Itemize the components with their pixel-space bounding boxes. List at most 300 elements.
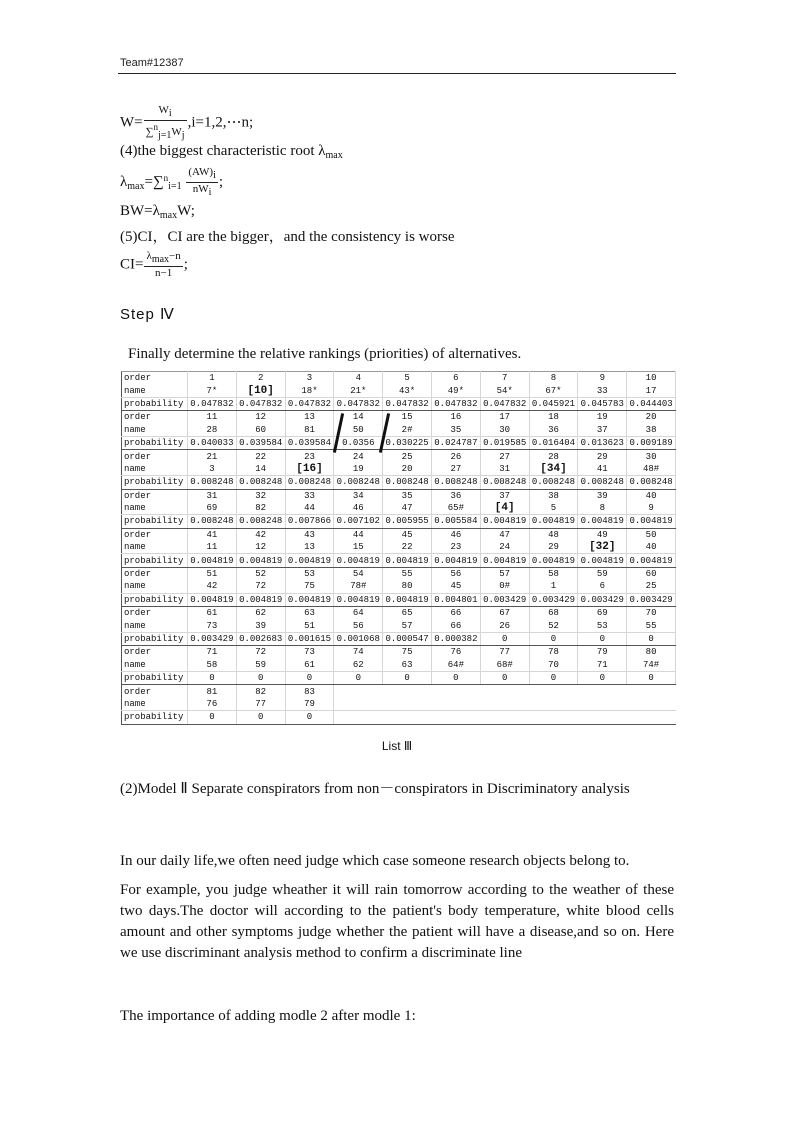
table-row [122, 671, 676, 684]
table-cell: 0.0356 [334, 436, 383, 449]
table-cell: 24 [480, 541, 529, 554]
table-cell: 8 [578, 502, 627, 515]
table-cell: 61 [188, 607, 237, 620]
table-cell: 0.008248 [236, 476, 285, 489]
table-row [122, 463, 676, 476]
table-cell: 47 [480, 528, 529, 541]
eq4-tail: ; [183, 256, 188, 273]
table-cell: 22 [236, 450, 285, 463]
eq1-num: W [158, 104, 169, 116]
table-cell: 48# [627, 463, 676, 476]
row-label: name [122, 384, 188, 397]
row-label: probability [122, 632, 188, 645]
table-cell: 23 [285, 450, 334, 463]
table-cell: 0.005955 [383, 515, 432, 528]
table-cell: 30 [627, 450, 676, 463]
paragraph-importance: The importance of adding modle 2 after modle 1: [120, 1008, 416, 1024]
table-cell: 82 [236, 502, 285, 515]
table-cell: 60 [627, 567, 676, 580]
running-header: Team#12387 [120, 57, 184, 69]
table-cell: 4 [334, 372, 383, 385]
table-cell: 0.004819 [383, 593, 432, 606]
step4-heading-sub: max [325, 150, 343, 161]
eq4-num: λ [146, 250, 152, 262]
table-cell: 41 [188, 528, 237, 541]
table-caption: List Ⅲ [381, 739, 413, 753]
table-cell: 0 [480, 632, 529, 645]
table-cell: 69 [578, 607, 627, 620]
eq1-fraction [144, 104, 187, 142]
table-row [122, 711, 676, 724]
table-cell: 70 [627, 607, 676, 620]
table-cell: 12 [236, 541, 285, 554]
table-cell: 76 [431, 646, 480, 659]
table-cell: 68# [480, 659, 529, 672]
eq1-den-sup: n [153, 122, 158, 132]
table-cell: 0.004819 [236, 554, 285, 567]
table-cell: 9 [627, 502, 676, 515]
table-cell: 0 [627, 632, 676, 645]
table-cell: 0.003429 [480, 593, 529, 606]
table-cell: 34 [334, 489, 383, 502]
eq2-num-sub: i [213, 170, 216, 181]
row-label: name [122, 619, 188, 632]
table-cell: 43* [383, 384, 432, 397]
empty-cell [627, 698, 676, 711]
table-cell: 0.045783 [578, 397, 627, 410]
table-cell: 51 [285, 619, 334, 632]
table-cell: 16 [431, 411, 480, 424]
table-cell: 57 [383, 619, 432, 632]
table-cell: 0.004801 [431, 593, 480, 606]
priority-table-body [122, 372, 676, 725]
table-cell: 41 [578, 463, 627, 476]
table-cell: 59 [578, 567, 627, 580]
table-row [122, 476, 676, 489]
table-cell: 0.003429 [627, 593, 676, 606]
table-cell: 59 [236, 659, 285, 672]
table-cell: 26 [431, 450, 480, 463]
lambda-max-equation [120, 166, 223, 199]
table-cell: 0.004819 [334, 593, 383, 606]
table-cell: [32] [578, 541, 627, 554]
step4-heading-text: (4)the biggest characteristic root λ [120, 143, 326, 159]
row-label: order [122, 646, 188, 659]
table-cell: 66 [431, 619, 480, 632]
eq2-den-sub: i [208, 187, 212, 198]
table-cell: 80 [627, 646, 676, 659]
table-cell: 5 [383, 372, 432, 385]
empty-cell [480, 711, 529, 724]
table-cell: 28 [188, 424, 237, 437]
table-cell: 74 [334, 646, 383, 659]
table-cell: 73 [285, 646, 334, 659]
table-cell: 9 [578, 372, 627, 385]
table-cell: 0.047832 [480, 397, 529, 410]
table-cell: 6 [431, 372, 480, 385]
row-label: probability [122, 593, 188, 606]
table-cell: 0 [431, 671, 480, 684]
table-cell: 0.004819 [188, 554, 237, 567]
table-cell: 45 [431, 580, 480, 593]
table-cell: 7 [480, 372, 529, 385]
table-cell: 31 [188, 489, 237, 502]
table-cell: 0 [627, 671, 676, 684]
table-cell: 2# [383, 424, 432, 437]
eq2-eq: =∑ [144, 173, 164, 190]
table-cell: 47 [383, 502, 432, 515]
eq2-sum-sup: n [163, 172, 169, 183]
table-cell: 36 [431, 489, 480, 502]
eq1-rhs: ,i=1,2,⋯n; [187, 114, 254, 131]
table-cell: 0.004819 [627, 554, 676, 567]
table-cell: 0.003429 [578, 593, 627, 606]
empty-cell [578, 711, 627, 724]
table-cell: 63 [383, 659, 432, 672]
table-cell: 0.008248 [188, 476, 237, 489]
table-cell: 0.047832 [431, 397, 480, 410]
table-cell: 0.008248 [431, 476, 480, 489]
empty-cell [627, 685, 676, 698]
empty-cell [480, 685, 529, 698]
table-cell: 57 [480, 567, 529, 580]
table-cell: 0.003429 [529, 593, 578, 606]
table-cell: 0.008248 [578, 476, 627, 489]
table-cell: 55 [627, 619, 676, 632]
eq2-num: (AW) [188, 166, 214, 178]
table-cell: 82 [236, 685, 285, 698]
table-cell: 52 [529, 619, 578, 632]
table-cell: 0 [578, 632, 627, 645]
row-label: name [122, 580, 188, 593]
table-cell: 17 [627, 384, 676, 397]
table-cell: 56 [334, 619, 383, 632]
table-row [122, 489, 676, 502]
table-cell: 49 [578, 528, 627, 541]
priority-table [121, 371, 676, 725]
table-cell: 67 [480, 607, 529, 620]
empty-cell [431, 685, 480, 698]
table-cell: 1 [188, 372, 237, 385]
table-row [122, 554, 676, 567]
table-row [122, 632, 676, 645]
table-cell: 55 [383, 567, 432, 580]
table-cell: 76 [188, 698, 237, 711]
table-cell: 17 [480, 411, 529, 424]
table-cell: 13 [285, 411, 334, 424]
table-cell: 37 [480, 489, 529, 502]
table-cell: 0.001615 [285, 632, 334, 645]
table-cell: 23 [431, 541, 480, 554]
table-row [122, 424, 676, 437]
table-cell: 53 [285, 567, 334, 580]
table-cell: 18 [529, 411, 578, 424]
table-cell: 58 [188, 659, 237, 672]
table-cell: 3 [188, 463, 237, 476]
empty-cell [334, 698, 383, 711]
table-cell: 0.000547 [383, 632, 432, 645]
eq2-lhs-sub: max [127, 180, 145, 192]
eq2-tail: ; [218, 173, 224, 190]
table-cell: 78 [529, 646, 578, 659]
table-cell: 62 [334, 659, 383, 672]
table-row [122, 528, 676, 541]
table-cell: 5 [529, 502, 578, 515]
table-cell: 20 [627, 411, 676, 424]
table-cell: 0.004819 [480, 515, 529, 528]
table-cell: 81 [188, 685, 237, 698]
table-cell: 54 [334, 567, 383, 580]
table-cell: 0.004819 [188, 593, 237, 606]
table-cell: 75 [285, 580, 334, 593]
table-cell: 0.008248 [236, 515, 285, 528]
table-row [122, 411, 676, 424]
table-cell: 50 [334, 424, 383, 437]
table-cell: 21 [188, 450, 237, 463]
table-cell: 13 [285, 541, 334, 554]
table-cell: 54* [480, 384, 529, 397]
table-cell: 56 [431, 567, 480, 580]
table-cell: 25 [627, 580, 676, 593]
row-label: probability [122, 554, 188, 567]
step4-heading [120, 143, 343, 161]
table-cell: 0.047832 [285, 397, 334, 410]
table-cell: 0 [188, 671, 237, 684]
table-cell: 15 [383, 411, 432, 424]
eq1-den-w: W [171, 126, 182, 138]
row-label: probability [122, 671, 188, 684]
table-cell: 40 [627, 489, 676, 502]
table-cell: 22 [383, 541, 432, 554]
table-cell: 79 [578, 646, 627, 659]
table-cell: 0.004819 [480, 554, 529, 567]
table-cell: 65# [431, 502, 480, 515]
table-cell: [16] [285, 463, 334, 476]
table-cell: 19 [578, 411, 627, 424]
table-cell: 38 [529, 489, 578, 502]
table-cell: 78# [334, 580, 383, 593]
eq2-den: nW [192, 183, 209, 195]
row-label: name [122, 698, 188, 711]
table-cell: 29 [578, 450, 627, 463]
table-row [122, 502, 676, 515]
row-label: order [122, 411, 188, 424]
table-cell: 30 [480, 424, 529, 437]
table-cell: 6 [578, 580, 627, 593]
table-cell: 69 [188, 502, 237, 515]
step5-heading: (5)CI，CI are the bigger，and the consistency is worse [120, 229, 455, 245]
table-cell: 65 [383, 607, 432, 620]
eq1-den-sub: j=1 [157, 130, 172, 141]
table-cell: 0.004819 [578, 554, 627, 567]
eq2-lhs: λ [120, 173, 128, 190]
table-cell: 62 [236, 607, 285, 620]
table-cell: 0.008248 [627, 476, 676, 489]
table-row [122, 659, 676, 672]
table-cell: 67* [529, 384, 578, 397]
table-cell: 0.008248 [188, 515, 237, 528]
table-cell: 0.013623 [578, 436, 627, 449]
table-cell: 18* [285, 384, 334, 397]
table-cell: 0 [480, 671, 529, 684]
empty-cell [431, 711, 480, 724]
table-cell: 0.004819 [627, 515, 676, 528]
eq3-sub: max [159, 210, 178, 221]
table-cell: 24 [334, 450, 383, 463]
table-cell: 38 [627, 424, 676, 437]
table-cell: 0.004819 [334, 554, 383, 567]
eq4-num-tail: −n [169, 250, 181, 262]
header-rule [118, 73, 676, 74]
table-cell: 0.047832 [236, 397, 285, 410]
table-cell: 74# [627, 659, 676, 672]
empty-cell [431, 698, 480, 711]
table-cell: 11 [188, 411, 237, 424]
table-cell: 0.008248 [480, 476, 529, 489]
table-cell: 0.047832 [383, 397, 432, 410]
table-cell: 0.004819 [383, 554, 432, 567]
table-cell: 0 [285, 711, 334, 724]
row-label: order [122, 567, 188, 580]
eq4-fraction [144, 250, 182, 280]
table-row [122, 607, 676, 620]
table-cell: 0.003429 [188, 632, 237, 645]
row-label: name [122, 463, 188, 476]
table-cell: 0.004819 [578, 515, 627, 528]
table-cell: 12 [236, 411, 285, 424]
table-cell: 52 [236, 567, 285, 580]
table-row [122, 593, 676, 606]
row-label: order [122, 450, 188, 463]
table-cell: 0# [480, 580, 529, 593]
table-cell: 49* [431, 384, 480, 397]
table-cell: 40 [627, 541, 676, 554]
table-cell: 45 [383, 528, 432, 541]
table-row [122, 515, 676, 528]
ci-equation [120, 250, 188, 280]
table-cell: 0.005584 [431, 515, 480, 528]
table-cell: 83 [285, 685, 334, 698]
step-label: Step Ⅳ [120, 306, 175, 323]
table-cell: 0 [383, 671, 432, 684]
weight-normalization-equation [120, 104, 253, 142]
paragraph-example: For example, you judge wheather it will rain tomorrow according to the weather of these two days.The doctor will according to the patient's body temperature, white blood cells amount and other symptoms judge whether the patient will have a disease,and so on. Here we use discriminant analysis method to confirm a discriminate line [120, 882, 674, 961]
table-cell: 0.008248 [285, 476, 334, 489]
empty-cell [578, 698, 627, 711]
table-cell: 71 [578, 659, 627, 672]
table-cell: 3 [285, 372, 334, 385]
row-label: probability [122, 515, 188, 528]
table-row [122, 567, 676, 580]
row-label: name [122, 502, 188, 515]
table-cell: 0.007866 [285, 515, 334, 528]
table-cell: 0.004819 [285, 554, 334, 567]
empty-cell [383, 698, 432, 711]
table-cell: 42 [236, 528, 285, 541]
eq1-den-w-sub: j [181, 130, 185, 141]
table-cell: 79 [285, 698, 334, 711]
table-cell: 0.047832 [188, 397, 237, 410]
table-cell: 53 [578, 619, 627, 632]
eq4-den: n−1 [155, 267, 173, 279]
empty-cell [578, 685, 627, 698]
table-cell: 81 [285, 424, 334, 437]
table-cell: 75 [383, 646, 432, 659]
eq4-num-sub: max [151, 254, 170, 265]
table-cell: 58 [529, 567, 578, 580]
table-cell: 77 [236, 698, 285, 711]
table-cell: 61 [285, 659, 334, 672]
table-cell: 0.001068 [334, 632, 383, 645]
table-cell: 42 [188, 580, 237, 593]
table-cell: 0.008248 [334, 476, 383, 489]
table-cell: 0 [529, 632, 578, 645]
empty-cell [383, 685, 432, 698]
table-row [122, 541, 676, 554]
row-label: name [122, 541, 188, 554]
table-cell: 25 [383, 450, 432, 463]
row-label: order [122, 489, 188, 502]
table-row [122, 372, 676, 385]
paragraph-daily-life: In our daily life,we often need judge which case someone research objects belong to. [120, 853, 630, 869]
table-row [122, 397, 676, 410]
eq3-text2: W; [177, 203, 195, 219]
table-row [122, 619, 676, 632]
row-label: name [122, 424, 188, 437]
empty-cell [529, 698, 578, 711]
table-cell: 2 [236, 372, 285, 385]
table-row [122, 384, 676, 397]
table-cell: 1 [529, 580, 578, 593]
table-cell: 0.030225 [383, 436, 432, 449]
table-cell: 77 [480, 646, 529, 659]
table-cell: 33 [578, 384, 627, 397]
table-cell: 20 [383, 463, 432, 476]
table-row [122, 580, 676, 593]
table-cell: 0.004819 [236, 593, 285, 606]
table-cell: 33 [285, 489, 334, 502]
row-label: order [122, 607, 188, 620]
eq2-fraction [186, 166, 218, 199]
table-cell: [34] [529, 463, 578, 476]
table-cell: 14 [334, 411, 383, 424]
empty-cell [383, 711, 432, 724]
table-cell: 11 [188, 541, 237, 554]
table-cell: 35 [431, 424, 480, 437]
table-cell: 0 [334, 671, 383, 684]
table-cell: 27 [431, 463, 480, 476]
table-cell: 0.019585 [480, 436, 529, 449]
table-cell: 0.016404 [529, 436, 578, 449]
table-cell: 15 [334, 541, 383, 554]
table-cell: 43 [285, 528, 334, 541]
table-cell: 0.047832 [334, 397, 383, 410]
table-cell: 0.004819 [529, 554, 578, 567]
table-cell: 46 [334, 502, 383, 515]
table-cell: 26 [480, 619, 529, 632]
eq1-den-sum: ∑ [145, 126, 154, 138]
table-cell: 0.024787 [431, 436, 480, 449]
table-cell: 60 [236, 424, 285, 437]
table-cell: 0.040033 [188, 436, 237, 449]
table-cell: 0.004819 [431, 554, 480, 567]
table-cell: 35 [383, 489, 432, 502]
table-cell: 71 [188, 646, 237, 659]
table-cell: 0.004819 [529, 515, 578, 528]
table-row [122, 698, 676, 711]
table-cell: 0 [236, 671, 285, 684]
row-label: order [122, 685, 188, 698]
